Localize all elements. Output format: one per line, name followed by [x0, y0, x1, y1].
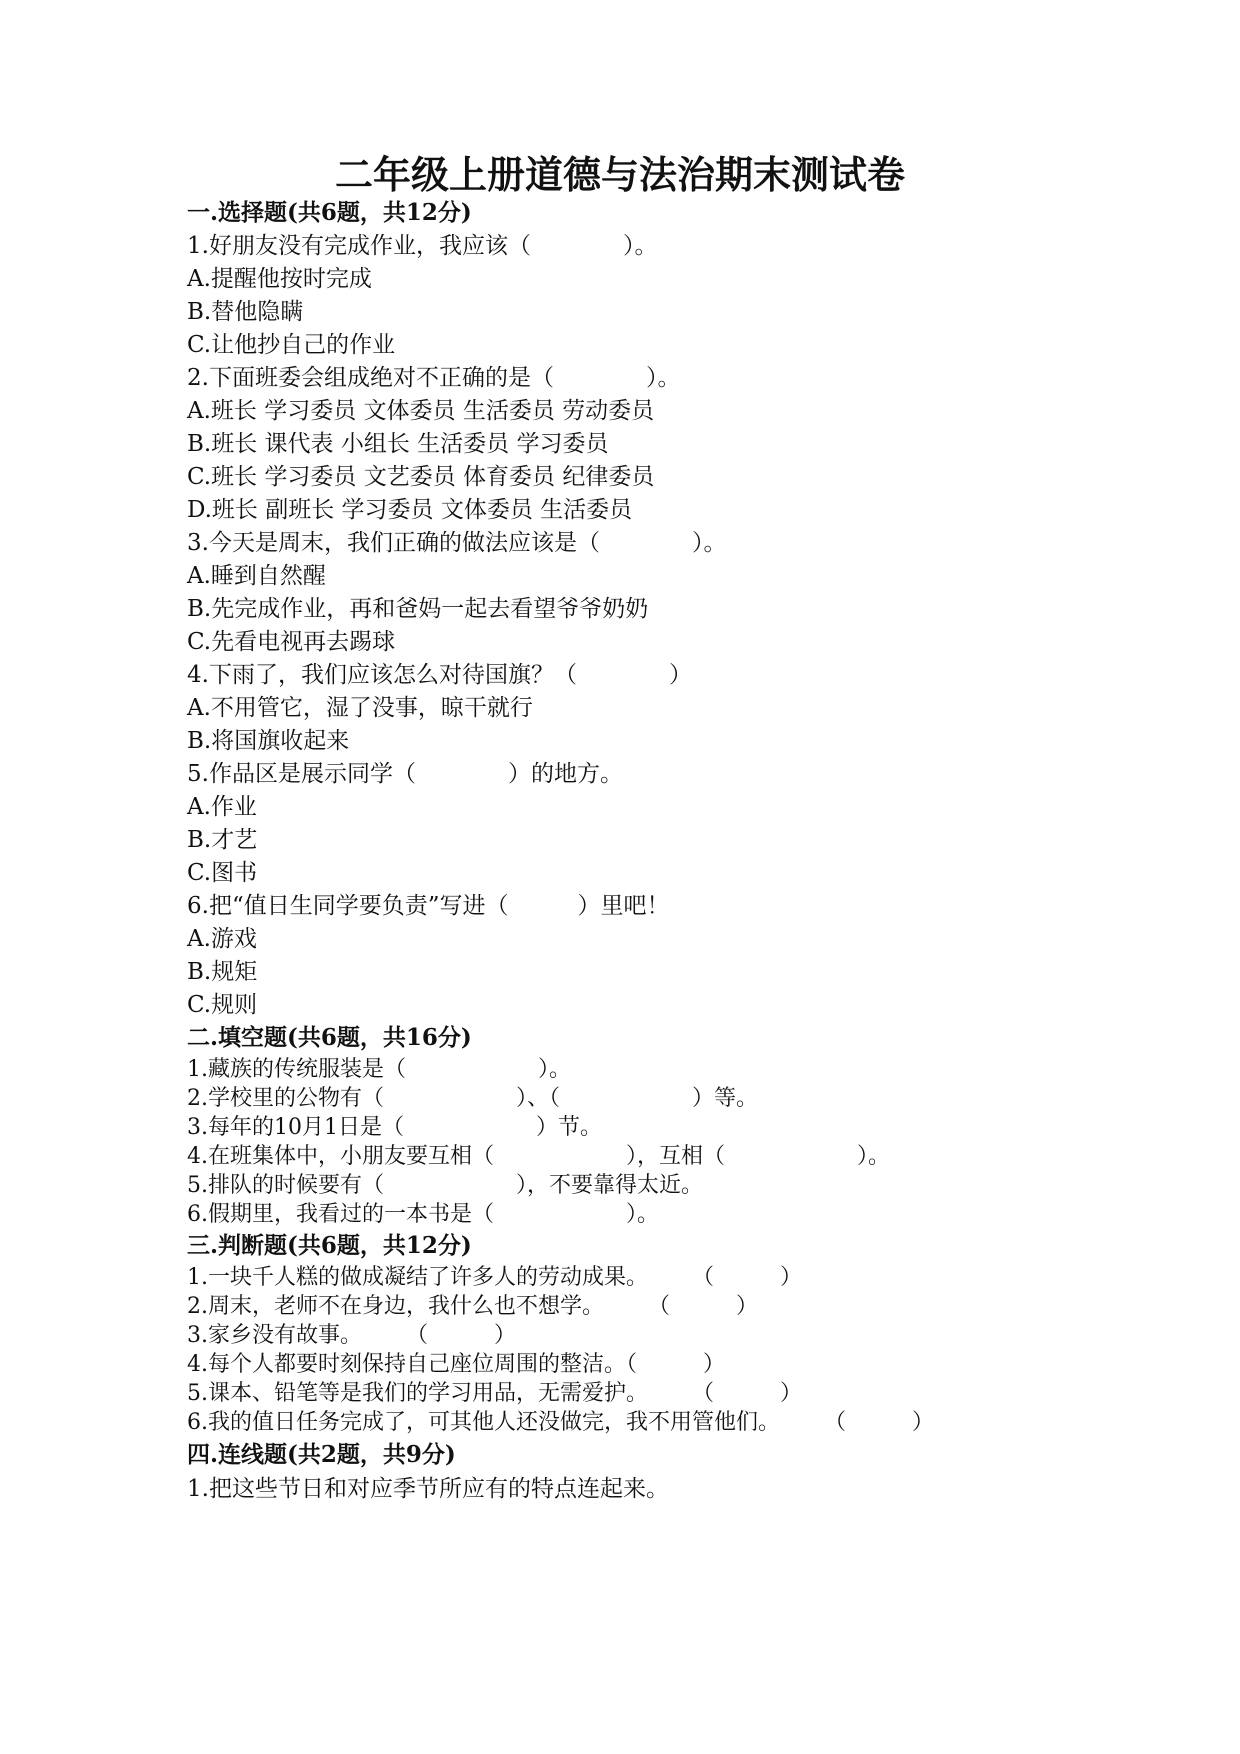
section-heading-fill: 二.填空题(共6题，共16分) — [187, 1024, 472, 1051]
question-3: 3.今天是周末，我们正确的做法应该是（ ）。 — [187, 530, 727, 556]
option-4a: A.不用管它，湿了没事，晾干就行 — [187, 695, 533, 721]
page-title: 二年级上册道德与法治期末测试卷 — [334, 152, 905, 197]
judge-question-3: 3.家乡没有故事。 （ ） — [187, 1323, 516, 1348]
fill-question-5: 5.排队的时候要有（ ），不要靠得太近。 — [187, 1173, 703, 1198]
option-1a: A.提醒他按时完成 — [187, 266, 372, 292]
option-5c: C.图书 — [187, 860, 258, 886]
match-question-1: 1.把这些节日和对应季节所应有的特点连起来。 — [187, 1476, 669, 1502]
option-6b: B.规矩 — [187, 959, 258, 985]
question-4: 4.下雨了，我们应该怎么对待国旗？（ ） — [187, 662, 692, 688]
judge-question-6: 6.我的值日任务完成了，可其他人还没做完，我不用管他们。 （ ） — [187, 1410, 934, 1435]
fill-question-1: 1.藏族的传统服装是（ ）。 — [187, 1057, 571, 1082]
question-6: 6.把“值日生同学要负责”写进（ ）里吧！ — [187, 893, 670, 919]
judge-question-4: 4.每个人都要时刻保持自己座位周围的整洁。（ ） — [187, 1352, 725, 1377]
section-heading-judge: 三.判断题(共6题，共12分) — [187, 1232, 472, 1259]
option-1b: B.替他隐瞒 — [187, 299, 304, 325]
question-5: 5.作品区是展示同学（ ）的地方。 — [187, 761, 623, 787]
option-5b: B.才艺 — [187, 827, 258, 853]
question-1: 1.好朋友没有完成作业，我应该（ ）。 — [187, 233, 658, 259]
option-2a: A.班长 学习委员 文体委员 生活委员 劳动委员 — [187, 398, 655, 424]
judge-question-2: 2.周末，老师不在身边，我什么也不想学。 （ ） — [187, 1294, 758, 1319]
option-2c: C.班长 学习委员 文艺委员 体育委员 纪律委员 — [187, 464, 655, 490]
fill-question-2: 2.学校里的公物有（ ）、（ ）等。 — [187, 1086, 758, 1111]
section-heading-choice: 一.选择题(共6题，共12分) — [187, 199, 472, 226]
section-heading-match: 四.连线题(共2题，共9分) — [187, 1441, 456, 1468]
option-2b: B.班长 课代表 小组长 生活委员 学习委员 — [187, 431, 609, 457]
fill-question-3: 3.每年的10月1日是（ ）节。 — [187, 1115, 602, 1140]
option-6a: A.游戏 — [187, 926, 257, 952]
judge-question-5: 5.课本、铅笔等是我们的学习用品，无需爱护。 （ ） — [187, 1381, 802, 1406]
option-1c: C.让他抄自己的作业 — [187, 332, 396, 358]
option-4b: B.将国旗收起来 — [187, 728, 350, 754]
fill-question-6: 6.假期里，我看过的一本书是（ ）。 — [187, 1202, 659, 1227]
option-3b: B.先完成作业，再和爸妈一起去看望爷爷奶奶 — [187, 596, 649, 622]
fill-question-4: 4.在班集体中，小朋友要互相（ ），互相（ ）。 — [187, 1144, 890, 1169]
option-3a: A.睡到自然醒 — [187, 563, 326, 589]
judge-question-1: 1.一块千人糕的做成凝结了许多人的劳动成果。 （ ） — [187, 1265, 802, 1290]
option-6c: C.规则 — [187, 992, 258, 1018]
option-5a: A.作业 — [187, 794, 257, 820]
option-2d: D.班长 副班长 学习委员 文体委员 生活委员 — [187, 497, 633, 523]
question-2: 2.下面班委会组成绝对不正确的是（ ）。 — [187, 365, 681, 391]
option-3c: C.先看电视再去踢球 — [187, 629, 396, 655]
